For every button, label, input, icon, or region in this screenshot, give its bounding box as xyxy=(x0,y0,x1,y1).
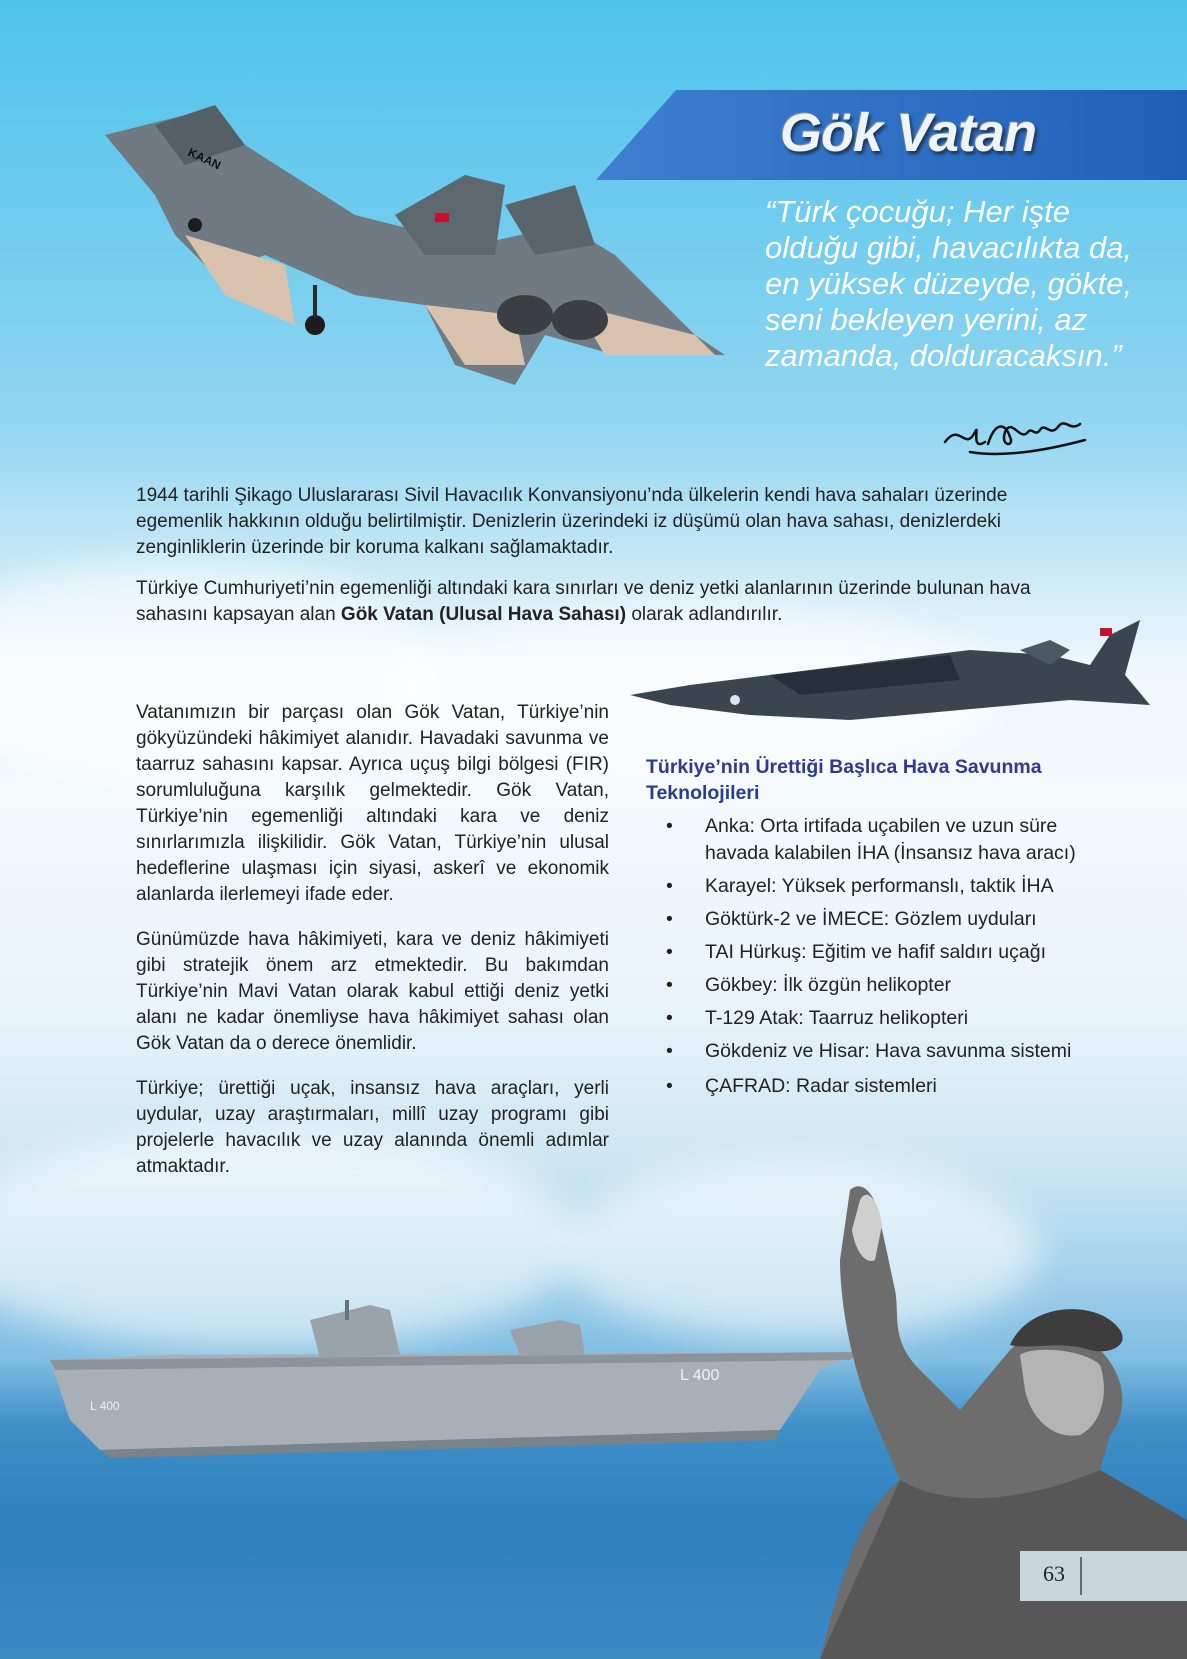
list-item xyxy=(646,939,1096,966)
ship-image xyxy=(40,1300,860,1480)
drone-image xyxy=(630,620,1150,740)
bullet: • xyxy=(666,875,673,897)
page-title: Gök Vatan xyxy=(780,103,1037,163)
bullet: • xyxy=(666,941,673,963)
kaan-jet-image xyxy=(95,105,735,405)
intro-paragraph-1: 1944 tarihli Şikago Uluslararası Sivil Havacılık Konvansiyonu’nda ülkelerin kendi hava sahaları üzerinde egemenlik hakkının olduğu belirtilmiştir. Denizlerin üzerindeki iz düşümü olan hava sahası, denizlerdeki zenginliklerin üzerinde bir koruma kalkanı sağlamaktadır. xyxy=(136,485,1008,558)
intro-p2-end: olarak adlandırılır. xyxy=(626,604,783,625)
list-item-text: Gökbey: İlk özgün helikopter xyxy=(705,974,952,996)
left-paragraph-2: Günümüzde hava hâkimiyeti, kara ve deniz hâkimiyeti gibi stratejik önem arz etmektedir. Bu bakımdan Türkiye’nin Mavi Vatan olarak kabul ettiği deniz yetki alanı ne kadar önemliyse hava hâkimiyet sahası olan Gök Vatan da o derece önemlidir. xyxy=(136,929,609,1054)
list-item xyxy=(646,1038,1096,1065)
intro-p2-bold: Gök Vatan (Ulusal Hava Sahası) xyxy=(340,604,627,625)
list-item xyxy=(646,1005,1096,1032)
list-item-text: ÇAFRAD: Radar sistemleri xyxy=(705,1075,937,1097)
list-item-text: T-129 Atak: Taarruz helikopteri xyxy=(705,1007,969,1029)
intro-p2-text: Türkiye Cumhuriyeti’nin egemenliği altındaki kara sınırları ve deniz yetki alanlarının üzerinde bulunan hava sahasını kapsayan alan xyxy=(136,578,1031,625)
list-item-text: Göktürk-2 ve İMECE: Gözlem uyduları xyxy=(705,908,1037,930)
page-number: 63 xyxy=(1043,1561,1065,1586)
bullet: • xyxy=(666,1075,673,1097)
ataturk-signature xyxy=(940,402,1090,462)
ship-marking-bow: L 400 xyxy=(680,1367,720,1384)
list-item xyxy=(646,1073,1096,1100)
list-item-text: TAI Hürkuş: Eğitim ve hafif saldırı uçağı xyxy=(705,941,1047,963)
list-item xyxy=(646,873,1096,900)
list-item xyxy=(646,972,1096,999)
technologies-list xyxy=(646,813,1096,1100)
bullet: • xyxy=(666,1040,673,1062)
list-item-text: Anka: Orta irtifada uçabilen ve uzun süre havada kalabilen İHA (İnsansız hava aracı) xyxy=(705,815,1076,864)
ataturk-quote: “Türk çocuğu; Her işte olduğu gibi, havacılıkta da, en yüksek düzeyde, gökte, seni bekleyen yerini, az zamanda, dolduracaksın.” xyxy=(765,194,1133,373)
list-item xyxy=(646,813,1096,867)
jet-marking: KAAN xyxy=(185,145,224,173)
bullet: • xyxy=(666,1007,673,1029)
bullet: • xyxy=(666,815,673,837)
left-paragraph-3: Türkiye; ürettiği uçak, insansız hava araçları, yerli uydular, uzay araştırmaları, millî uzay programı gibi projelerle havacılık ve uzay alanında önemli adımlar atmaktadır. xyxy=(136,1078,609,1177)
technologies-heading: Türkiye’nin Ürettiği Başlıca Hava Savunma Teknolojileri xyxy=(646,756,1042,804)
list-item xyxy=(646,906,1096,933)
ship-marking-stern: L 400 xyxy=(90,1399,120,1413)
bullet: • xyxy=(666,974,673,996)
bullet: • xyxy=(666,908,673,930)
page-number-divider xyxy=(1080,1557,1082,1595)
list-item-text: Gökdeniz ve Hisar: Hava savunma sistemi xyxy=(705,1040,1072,1062)
list-item-text: Karayel: Yüksek performanslı, taktik İHA xyxy=(705,875,1054,897)
left-paragraph-1: Vatanımızın bir parçası olan Gök Vatan, Türkiye’nin gökyüzündeki hâkimiyet alanıdır. Havadaki savunma ve taarruz sahasını kapsar. Ayrıca uçuş bilgi bölgesi (FIR) sorumluluğuna karşılık gelmektedir. Gök Vatan, Türkiye’nin egemenliği altındaki kara ve deniz sınırlarımızla ilişkilidir. Gök Vatan, Türkiye’nin ulusal hedeflerine ulaşması için siyasi, askerî ve ekonomik alanlarda ilerlemeyi ifade eder. xyxy=(136,702,609,905)
